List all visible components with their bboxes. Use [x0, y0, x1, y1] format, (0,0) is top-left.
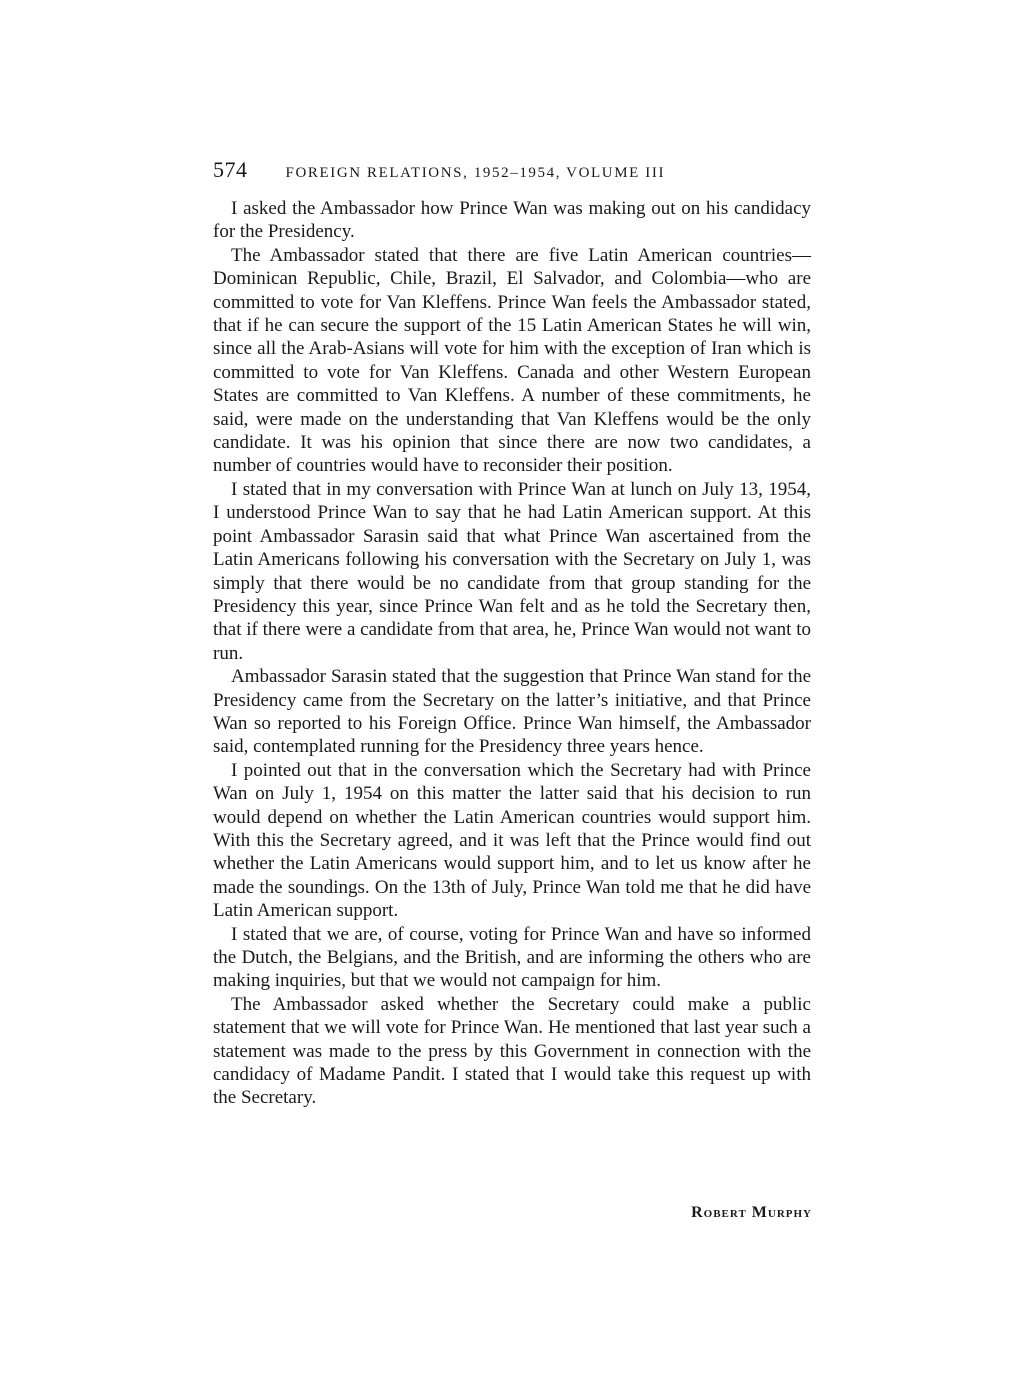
- paragraph: I stated that we are, of course, voting for Prince Wan and have so informed the Dutch, the Belgians, and the British, and are informing the others who are making inquiries, but that we would not campaign for him.: [213, 923, 811, 992]
- running-head: [213, 157, 813, 187]
- paragraph: I pointed out that in the conversation which the Secretary had with Prince Wan on July 1, 1954 on this matter the latter said that his decision to run would depend on whether the Latin American countries would support him. With this the Secretary agreed, and it was left that the Prince would find out whether the Latin Americans would support him, and to let us know after he made the soundings. On the 13th of July, Prince Wan told me that he did have Latin American support.: [213, 759, 811, 922]
- paragraph: The Ambassador asked whether the Secretary could make a public statement that we will vote for Prince Wan. He mentioned that last year such a statement was made to the press by this Government in connection with the candidacy of Madame Pandit. I stated that I would take this request up with the Secretary.: [213, 993, 811, 1109]
- paragraph: Ambassador Sarasin stated that the suggestion that Prince Wan stand for the Presidency came from the Secretary on the latter’s initiative, and that Prince Wan so reported to his Foreign Office. Prince Wan himself, the Ambassador said, contemplated running for the Presidency three years hence.: [213, 666, 811, 758]
- page-number: 574: [213, 157, 248, 182]
- paragraph: I stated that in my conversation with Prince Wan at lunch on July 13, 1954, I understood Prince Wan to say that he had Latin American support. At this point Ambassador Sarasin said that what Prince Wan ascertained from the Latin Americans following his conversation with the Secretary on July 1, was simply that there would be no candidate from that group standing for the Presidency this year, since Prince Wan felt and as he told the Secretary then, that if there were a candidate from that area, he, Prince Wan would not want to run.: [213, 478, 811, 664]
- body-text: [213, 197, 811, 1110]
- signature: Robert Murphy: [691, 1204, 812, 1221]
- paragraph: The Ambassador stated that there are five Latin American countries—Dominican Republic, Chile, Brazil, El Salvador, and Colombia—who are committed to vote for Van Kleffens. Prince Wan feels the Ambassador stated, that if he can secure the support of the 15 Latin American States he will win, since all the Arab-Asians will vote for him with the exception of Iran which is committed to vote for Van Kleffens. Canada and other Western European States are committed to Van Kleffens. A number of these commitments, he said, were made on the understanding that Van Kleffens would be the only candidate. It was his opinion that since there are now two candidates, a number of countries would have to reconsider their position.: [213, 244, 811, 477]
- running-title: FOREIGN RELATIONS, 1952–1954, VOLUME III: [285, 165, 666, 181]
- paragraph: I asked the Ambassador how Prince Wan was making out on his candidacy for the Presidency.: [213, 198, 811, 243]
